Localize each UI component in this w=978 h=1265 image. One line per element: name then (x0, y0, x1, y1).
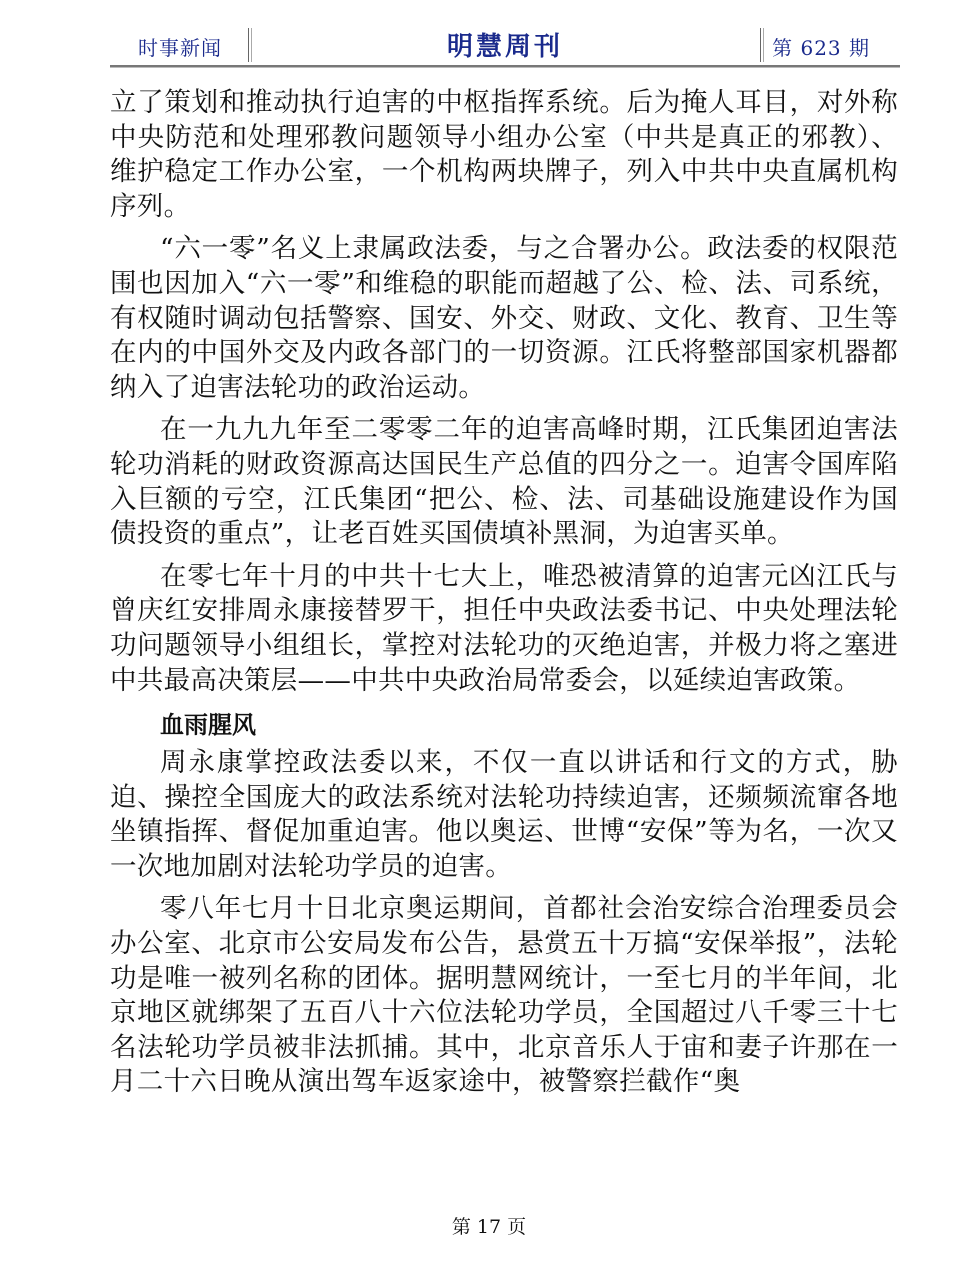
article-body (110, 86, 898, 1100)
paragraph: “六一零”名义上隶属政法委，与之合署办公。政法委的权限范围也因加入“六一零”和维稳的职能而超越了公、检、法、司系统，有权随时调动包括警察、国安、外交、财政、文化、教育、卫生等在内的中国外交及内政各部门的一切资源。江氏将整部国家机器都纳入了迫害法轮功的政治运动。 (110, 233, 898, 403)
paragraph: 在一九九九年至二零零二年的迫害高峰时期，江氏集团迫害法轮功消耗的财政资源高达国民生产总值的四分之一。迫害令国库陷入巨额的亏空，江氏集团“把公、检、法、司基础设施建设作为国债投资的重点”，让老百姓买国债填补黑洞，为迫害买单。 (110, 414, 898, 550)
paragraph: 周永康掌控政法委以来，不仅一直以讲话和行文的方式，胁迫、操控全国庞大的政法系统对法轮功持续迫害，还频频流窜各地坐镇指挥、督促加重迫害。他以奥运、世博“安保”等为名，一次又一次地加剧对法轮功学员的迫害。 (110, 747, 898, 882)
page-number: 第 17 页 (451, 1216, 527, 1238)
issue-number: 第 623 期 (772, 36, 870, 60)
section-heading: 血雨腥风 (160, 711, 256, 740)
paragraph: 立了策划和推动执行迫害的中枢指挥系统。后为掩人耳目，对外称中央防范和处理邪教问题领导小组办公室（中共是真正的邪教）、维护稳定工作办公室，一个机构两块牌子，列入中共中央直属机构序列。 (110, 87, 898, 222)
header-divider-right (760, 28, 764, 62)
publication-title: 明慧周刊 (446, 32, 563, 62)
page-header (110, 22, 900, 68)
paragraph: 在零七年十月的中共十七大上，唯恐被清算的迫害元凶江氏与曾庆红安排周永康接替罗干，担任中央政法委书记、中央处理法轮功问题领导小组组长，掌控对法轮功的灭绝迫害，并极力将之塞进中共最高决策层——中共中央政治局常委会，以延续迫害政策。 (110, 560, 898, 696)
paragraph: 零八年七月十日北京奥运期间，首都社会治安综合治理委员会办公室、北京市公安局发布公告，悬赏五十万搞“安保举报”，法轮功是唯一被列名称的团体。据明慧网统计，一至七月的半年间，北京地区就绑架了五百八十六位法轮功学员，全国超过八千零三十七名法轮功学员被非法抓捕。其中，北京音乐人于宙和妻子许那在一月二十六日晚从演出驾车返家途中，被警察拦截作“奥 (110, 893, 898, 1098)
header-rule (110, 65, 900, 68)
section-label: 时事新闻 (138, 36, 222, 60)
